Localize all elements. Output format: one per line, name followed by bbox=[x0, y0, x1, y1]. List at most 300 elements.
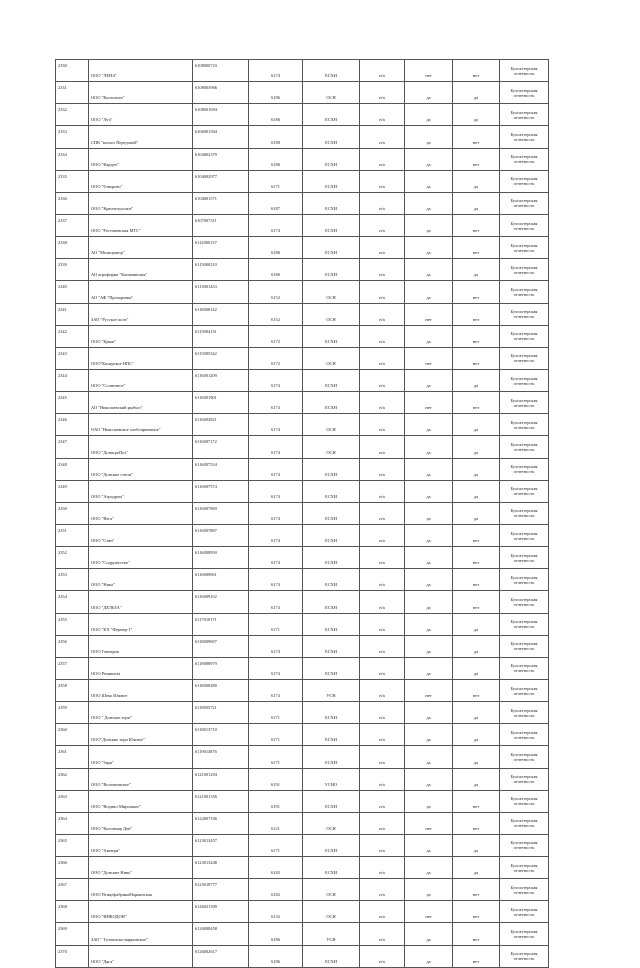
tax-regime-cell: ОСН bbox=[303, 303, 360, 325]
report-type-line1: Бухгалтерская bbox=[510, 65, 538, 71]
inn-cell: 6123013448 bbox=[193, 857, 249, 879]
report-type-line1: Бухгалтерская bbox=[510, 685, 538, 691]
status-a-cell: н/а bbox=[360, 148, 405, 170]
tax-regime-cell: ЕСХН bbox=[303, 170, 360, 192]
tax-regime-cell: ЕСХН bbox=[303, 126, 360, 148]
organization-name-cell: ООО "Луч" bbox=[89, 104, 193, 126]
status-c-cell: да bbox=[453, 170, 500, 192]
report-type-line2: отчетность bbox=[513, 159, 535, 165]
report-type-line2: отчетность bbox=[513, 601, 535, 607]
tax-regime-cell: ОСН bbox=[303, 812, 360, 834]
row-number-cell: 2359 bbox=[56, 702, 89, 724]
status-a-cell: н/а bbox=[360, 923, 405, 945]
report-type-cell bbox=[500, 679, 549, 701]
status-a-cell: н/а bbox=[360, 768, 405, 790]
tax-regime-cell: ЕСХН bbox=[303, 458, 360, 480]
okved-cell: 6171 bbox=[249, 170, 303, 192]
inn-cell: 6118008979 bbox=[193, 657, 249, 679]
table-row bbox=[56, 746, 549, 768]
row-number-cell: 2356 bbox=[56, 635, 89, 657]
report-type-line2: отчетность bbox=[513, 668, 535, 674]
table-row bbox=[56, 458, 549, 480]
row-number-cell: 2362 bbox=[56, 768, 89, 790]
report-type-line1: Бухгалтерская bbox=[510, 596, 538, 602]
report-type-line2: отчетность bbox=[513, 867, 535, 873]
report-type-line2: отчетность bbox=[513, 181, 535, 187]
okved-cell: 6174 bbox=[249, 591, 303, 613]
table-row bbox=[56, 702, 549, 724]
tax-regime-cell: ЕСХН bbox=[303, 237, 360, 259]
report-type-line2: отчетность bbox=[513, 756, 535, 762]
report-type-line1: Бухгалтерская bbox=[510, 397, 538, 403]
status-a-cell: н/а bbox=[360, 60, 405, 82]
tax-regime-cell: ЕСХН bbox=[303, 60, 360, 82]
row-number-cell: 2345 bbox=[56, 392, 89, 414]
report-type-cell bbox=[500, 901, 549, 923]
status-c-cell: да bbox=[453, 768, 500, 790]
status-c-cell: да bbox=[453, 414, 500, 436]
table-row bbox=[56, 303, 549, 325]
organization-name-cell: ООО "КХ "Фермер-1" bbox=[89, 613, 193, 635]
inn-cell: 6125018777 bbox=[193, 879, 249, 901]
status-a-cell: н/а bbox=[360, 104, 405, 126]
organization-name-cell: АО "АФ "Прохоровка" bbox=[89, 281, 193, 303]
table-row bbox=[56, 812, 549, 834]
report-type-line2: отчетность bbox=[513, 646, 535, 652]
report-type-cell bbox=[500, 281, 549, 303]
okved-cell: 6174 bbox=[249, 679, 303, 701]
report-type-cell bbox=[500, 524, 549, 546]
row-number-cell: 2331 bbox=[56, 82, 89, 104]
status-a-cell: н/а bbox=[360, 480, 405, 502]
status-a-cell: н/а bbox=[360, 436, 405, 458]
inn-cell: 6113001433 bbox=[193, 281, 249, 303]
status-b-cell: да bbox=[405, 790, 453, 812]
report-type-line1: Бухгалтерская bbox=[510, 530, 538, 536]
report-type-line1: Бухгалтерская bbox=[510, 774, 538, 780]
organization-name-cell: ЗАО "Русское поле" bbox=[89, 303, 193, 325]
status-a-cell: н/а bbox=[360, 812, 405, 834]
status-c-cell: нет bbox=[453, 281, 500, 303]
organization-name-cell: ООО "Заря" bbox=[89, 746, 193, 768]
organization-name-cell: ОАО "Николаевское хлебоприемное" bbox=[89, 414, 193, 436]
table-row bbox=[56, 679, 549, 701]
status-b-cell: да bbox=[405, 923, 453, 945]
inn-cell: 6104001571 bbox=[193, 192, 249, 214]
status-b-cell: да bbox=[405, 414, 453, 436]
report-type-line2: отчетность bbox=[513, 823, 535, 829]
inn-cell: 6126002617 bbox=[193, 945, 249, 967]
status-c-cell: да bbox=[453, 259, 500, 281]
inn-cell: 6116007534 bbox=[193, 458, 249, 480]
status-b-cell: да bbox=[405, 613, 453, 635]
status-b-cell: да bbox=[405, 657, 453, 679]
organization-name-cell: АО агрофирма "Катаминская" bbox=[89, 259, 193, 281]
inn-cell: 6116007969 bbox=[193, 502, 249, 524]
report-type-cell bbox=[500, 303, 549, 325]
tax-regime-cell: ЕСХН bbox=[303, 613, 360, 635]
report-type-line1: Бухгалтерская bbox=[510, 486, 538, 492]
table-row bbox=[56, 259, 549, 281]
status-b-cell: да bbox=[405, 768, 453, 790]
row-number-cell: 2355 bbox=[56, 613, 89, 635]
inn-cell: 6108000723 bbox=[193, 60, 249, 82]
status-a-cell: н/а bbox=[360, 834, 405, 856]
inn-cell: 6119014876 bbox=[193, 746, 249, 768]
okved-cell: 6121 bbox=[249, 812, 303, 834]
report-type-line1: Бухгалтерская bbox=[510, 109, 538, 115]
tax-regime-cell: ЕСХН bbox=[303, 635, 360, 657]
tax-regime-cell: ЕСХН bbox=[303, 502, 360, 524]
inn-cell: 6116007172 bbox=[193, 436, 249, 458]
status-c-cell: да bbox=[453, 635, 500, 657]
okved-cell: 6191 bbox=[249, 768, 303, 790]
okved-cell: 6171 bbox=[249, 746, 303, 768]
report-type-cell bbox=[500, 724, 549, 746]
tax-regime-cell: ОСН bbox=[303, 82, 360, 104]
okved-cell: 6182 bbox=[249, 879, 303, 901]
organization-name-cell: ООО "Колхозное" bbox=[89, 82, 193, 104]
tax-regime-cell: ОСН bbox=[303, 347, 360, 369]
status-b-cell: да bbox=[405, 591, 453, 613]
status-a-cell: н/а bbox=[360, 281, 405, 303]
report-type-line1: Бухгалтерская bbox=[510, 574, 538, 580]
report-type-cell bbox=[500, 458, 549, 480]
row-number-cell: 2339 bbox=[56, 259, 89, 281]
report-type-line2: отчетность bbox=[513, 712, 535, 718]
status-b-cell: да bbox=[405, 436, 453, 458]
report-type-line2: отчетность bbox=[513, 624, 535, 630]
status-c-cell: нет bbox=[453, 237, 500, 259]
report-type-cell bbox=[500, 170, 549, 192]
table-row bbox=[56, 724, 549, 746]
tax-regime-cell: ЕСХН bbox=[303, 945, 360, 967]
report-type-cell bbox=[500, 834, 549, 856]
report-type-line2: отчетность bbox=[513, 424, 535, 430]
row-number-cell: 2353 bbox=[56, 569, 89, 591]
status-c-cell: нет bbox=[453, 325, 500, 347]
table-row bbox=[56, 834, 549, 856]
table-row bbox=[56, 214, 549, 236]
okved-cell: 6186 bbox=[249, 148, 303, 170]
row-number-cell: 2334 bbox=[56, 148, 89, 170]
table-row bbox=[56, 347, 549, 369]
status-a-cell: н/а bbox=[360, 857, 405, 879]
organization-name-cell: ООО ПтицефабрикаМарьинская bbox=[89, 879, 193, 901]
table-row bbox=[56, 480, 549, 502]
okved-cell: 6174 bbox=[249, 657, 303, 679]
status-c-cell: да bbox=[453, 82, 500, 104]
status-c-cell: нет bbox=[453, 569, 500, 591]
table-row bbox=[56, 569, 549, 591]
status-a-cell: н/а bbox=[360, 613, 405, 635]
inn-cell: 6118008288 bbox=[193, 679, 249, 701]
status-b-cell: да bbox=[405, 524, 453, 546]
row-number-cell: 2366 bbox=[56, 857, 89, 879]
report-type-cell bbox=[500, 414, 549, 436]
tax-regime-cell: ЕСХН bbox=[303, 790, 360, 812]
table-row bbox=[56, 502, 549, 524]
status-a-cell: н/а bbox=[360, 569, 405, 591]
report-type-line2: отчетность bbox=[513, 225, 535, 231]
organization-name-cell: ООО "Дяга" bbox=[89, 945, 193, 967]
report-type-line2: отчетность bbox=[513, 70, 535, 76]
status-a-cell: н/а bbox=[360, 303, 405, 325]
tax-regime-cell: ЕСХН bbox=[303, 569, 360, 591]
organization-name-cell: АО "Мелиоратор" bbox=[89, 237, 193, 259]
report-type-cell bbox=[500, 547, 549, 569]
status-a-cell: н/а bbox=[360, 369, 405, 391]
table-row bbox=[56, 192, 549, 214]
inn-cell: 6126008458 bbox=[193, 923, 249, 945]
okved-cell: 6171 bbox=[249, 834, 303, 856]
report-type-cell bbox=[500, 923, 549, 945]
row-number-cell: 2333 bbox=[56, 126, 89, 148]
okved-cell: 6180 bbox=[249, 126, 303, 148]
inn-cell: 6123013457 bbox=[193, 834, 249, 856]
okved-cell: 6174 bbox=[249, 436, 303, 458]
status-b-cell: да bbox=[405, 834, 453, 856]
table-row bbox=[56, 524, 549, 546]
status-a-cell: н/а bbox=[360, 126, 405, 148]
okved-cell: 6132 bbox=[249, 901, 303, 923]
report-type-line2: отчетность bbox=[513, 269, 535, 275]
status-b-cell: да bbox=[405, 879, 453, 901]
status-a-cell: н/а bbox=[360, 82, 405, 104]
status-b-cell: да bbox=[405, 502, 453, 524]
inn-cell: 6126021309 bbox=[193, 901, 249, 923]
organization-name-cell: ООО "ДонагроПот" bbox=[89, 436, 193, 458]
report-type-cell bbox=[500, 325, 549, 347]
status-c-cell: нет bbox=[453, 214, 500, 236]
status-b-cell: да bbox=[405, 126, 453, 148]
okved-cell: 6171 bbox=[249, 613, 303, 635]
status-b-cell: да bbox=[405, 746, 453, 768]
report-type-cell bbox=[500, 657, 549, 679]
okved-cell: 6174 bbox=[249, 458, 303, 480]
row-number-cell: 2343 bbox=[56, 347, 89, 369]
organization-name-cell: ООО "ЛЕНА" bbox=[89, 60, 193, 82]
status-c-cell: нет bbox=[453, 923, 500, 945]
report-type-line2: отчетность bbox=[513, 579, 535, 585]
status-b-cell: да bbox=[405, 857, 453, 879]
okved-cell: 6186 bbox=[249, 259, 303, 281]
status-b-cell: да bbox=[405, 325, 453, 347]
organization-name-cell: ООО "Агродром" bbox=[89, 480, 193, 502]
report-type-cell bbox=[500, 746, 549, 768]
row-number-cell: 2360 bbox=[56, 724, 89, 746]
organization-name-cell: ООО Гончаров bbox=[89, 635, 193, 657]
inn-cell: 6112000137 bbox=[193, 237, 249, 259]
report-type-line2: отчетность bbox=[513, 358, 535, 364]
row-number-cell: 2348 bbox=[56, 458, 89, 480]
tax-regime-cell: ОСН bbox=[303, 879, 360, 901]
organization-name-cell: ООО "ИНКОДОН" bbox=[89, 901, 193, 923]
tax-regime-cell: ЕСХН bbox=[303, 148, 360, 170]
report-type-line1: Бухгалтерская bbox=[510, 419, 538, 425]
tax-regime-cell: ЕСХН bbox=[303, 325, 360, 347]
document-sheet bbox=[55, 59, 548, 968]
report-type-line2: отчетность bbox=[513, 734, 535, 740]
tax-regime-cell: ОСН bbox=[303, 436, 360, 458]
inn-cell: 6106001304 bbox=[193, 126, 249, 148]
report-type-line1: Бухгалтерская bbox=[510, 309, 538, 315]
status-a-cell: н/а bbox=[360, 547, 405, 569]
okved-cell: 6174 bbox=[249, 635, 303, 657]
status-c-cell: нет bbox=[453, 148, 500, 170]
row-number-cell: 2352 bbox=[56, 547, 89, 569]
report-type-cell bbox=[500, 768, 549, 790]
report-type-cell bbox=[500, 214, 549, 236]
row-number-cell: 2365 bbox=[56, 834, 89, 856]
report-type-line1: Бухгалтерская bbox=[510, 220, 538, 226]
status-c-cell: нет bbox=[453, 591, 500, 613]
tax-regime-cell: ЕСХН bbox=[303, 702, 360, 724]
report-type-cell bbox=[500, 126, 549, 148]
report-type-line1: Бухгалтерская bbox=[510, 286, 538, 292]
okved-cell: 6172 bbox=[249, 347, 303, 369]
report-type-line1: Бухгалтерская bbox=[510, 552, 538, 558]
status-b-cell: да bbox=[405, 148, 453, 170]
status-a-cell: н/а bbox=[360, 746, 405, 768]
status-a-cell: н/а bbox=[360, 679, 405, 701]
okved-cell: 6174 bbox=[249, 524, 303, 546]
table-row bbox=[56, 857, 549, 879]
status-a-cell: н/а bbox=[360, 347, 405, 369]
report-type-line1: Бухгалтерская bbox=[510, 154, 538, 160]
tax-regime-cell: ОСН bbox=[303, 281, 360, 303]
organizations-table bbox=[55, 59, 549, 968]
report-type-cell bbox=[500, 502, 549, 524]
status-c-cell: нет bbox=[453, 790, 500, 812]
status-c-cell: да bbox=[453, 857, 500, 879]
status-a-cell: н/а bbox=[360, 524, 405, 546]
organization-name-cell: ООО "Водино-Мирошкое" bbox=[89, 790, 193, 812]
okved-cell: 6186 bbox=[249, 82, 303, 104]
row-number-cell: 2364 bbox=[56, 812, 89, 834]
status-b-cell: да bbox=[405, 170, 453, 192]
status-c-cell: нет bbox=[453, 392, 500, 414]
okved-cell: 6186 bbox=[249, 923, 303, 945]
report-type-line1: Бухгалтерская bbox=[510, 264, 538, 270]
organization-name-cell: ООО "Стан" bbox=[89, 524, 193, 546]
status-c-cell: нет bbox=[453, 524, 500, 546]
report-type-line2: отчетность bbox=[513, 911, 535, 917]
status-b-cell: нет bbox=[405, 812, 453, 834]
table-row bbox=[56, 325, 549, 347]
status-c-cell: да bbox=[453, 458, 500, 480]
status-a-cell: н/а bbox=[360, 591, 405, 613]
report-type-line1: Бухгалтерская bbox=[510, 751, 538, 757]
inn-cell: 6116009102 bbox=[193, 591, 249, 613]
row-number-cell: 2340 bbox=[56, 281, 89, 303]
row-number-cell: 2369 bbox=[56, 923, 89, 945]
organization-name-cell: ООО "Волошинское" bbox=[89, 768, 193, 790]
report-type-cell bbox=[500, 569, 549, 591]
organization-name-cell: ООО "Ника" bbox=[89, 569, 193, 591]
report-type-cell bbox=[500, 635, 549, 657]
status-a-cell: н/а bbox=[360, 192, 405, 214]
status-c-cell: да bbox=[453, 724, 500, 746]
organization-name-cell: ООО "Крым" bbox=[89, 325, 193, 347]
report-type-line1: Бухгалтерская bbox=[510, 862, 538, 868]
status-b-cell: нет bbox=[405, 901, 453, 923]
organization-name-cell: ООО "Донские степи" bbox=[89, 458, 193, 480]
report-type-line2: отчетность bbox=[513, 114, 535, 120]
report-type-cell bbox=[500, 148, 549, 170]
inn-cell: 6122007106 bbox=[193, 812, 249, 834]
tax-regime-cell: ЕСХН bbox=[303, 369, 360, 391]
report-type-line2: отчетность bbox=[513, 92, 535, 98]
row-number-cell: 2357 bbox=[56, 657, 89, 679]
report-type-line1: Бухгалтерская bbox=[510, 353, 538, 359]
report-type-line2: отчетность bbox=[513, 513, 535, 519]
organization-name-cell: ООО"Копарское НПС" bbox=[89, 347, 193, 369]
okved-cell: 6174 bbox=[249, 480, 303, 502]
status-c-cell: нет bbox=[453, 547, 500, 569]
organization-name-cell: ЗАО " Тулчинско-марьинское" bbox=[89, 923, 193, 945]
row-number-cell: 2332 bbox=[56, 104, 89, 126]
tax-regime-cell: УСН bbox=[303, 679, 360, 701]
status-c-cell: нет bbox=[453, 812, 500, 834]
status-c-cell: да bbox=[453, 613, 500, 635]
status-b-cell: нет bbox=[405, 303, 453, 325]
status-a-cell: н/а bbox=[360, 790, 405, 812]
status-b-cell: да bbox=[405, 82, 453, 104]
okved-cell: 6174 bbox=[249, 569, 303, 591]
organization-name-cell: АО "Николаевский рыбхоз" bbox=[89, 392, 193, 414]
tax-regime-cell: ЕСХН bbox=[303, 104, 360, 126]
status-c-cell: нет bbox=[453, 901, 500, 923]
tax-regime-cell: ОСН bbox=[303, 901, 360, 923]
status-b-cell: да bbox=[405, 281, 453, 303]
inn-cell: 6118009697 bbox=[193, 635, 249, 657]
tax-regime-cell: ЕСХН bbox=[303, 259, 360, 281]
report-type-line2: отчетность bbox=[513, 291, 535, 297]
table-row bbox=[56, 901, 549, 923]
status-a-cell: н/а bbox=[360, 414, 405, 436]
okved-cell: 6171 bbox=[249, 724, 303, 746]
inn-cell: 6115004131 bbox=[193, 325, 249, 347]
report-type-line1: Бухгалтерская bbox=[510, 729, 538, 735]
status-a-cell: н/а bbox=[360, 724, 405, 746]
organization-name-cell: СПК "колхоз Передовой" bbox=[89, 126, 193, 148]
status-a-cell: н/а bbox=[360, 325, 405, 347]
okved-cell: 6186 bbox=[249, 945, 303, 967]
okved-cell: 6172 bbox=[249, 325, 303, 347]
inn-cell: 6121001294 bbox=[193, 768, 249, 790]
table-row bbox=[56, 82, 549, 104]
report-type-cell bbox=[500, 60, 549, 82]
organization-name-cell: ООО Ремишеза bbox=[89, 657, 193, 679]
tax-regime-cell: ЕСХН bbox=[303, 857, 360, 879]
organization-name-cell: ООО "Солнечное" bbox=[89, 369, 193, 391]
tax-regime-cell: ЕСХН bbox=[303, 657, 360, 679]
report-type-line2: отчетность bbox=[513, 247, 535, 253]
row-number-cell: 2330 bbox=[56, 60, 89, 82]
report-type-line2: отчетность bbox=[513, 889, 535, 895]
row-number-cell: 2335 bbox=[56, 170, 89, 192]
status-c-cell: нет bbox=[453, 679, 500, 701]
organization-name-cell: ООО "Ростовенская МТС" bbox=[89, 214, 193, 236]
okved-cell: 6174 bbox=[249, 392, 303, 414]
status-a-cell: н/а bbox=[360, 392, 405, 414]
table-row bbox=[56, 414, 549, 436]
okved-cell: 6174 bbox=[249, 369, 303, 391]
status-c-cell: да bbox=[453, 104, 500, 126]
report-type-cell bbox=[500, 369, 549, 391]
report-type-line2: отчетность bbox=[513, 956, 535, 962]
